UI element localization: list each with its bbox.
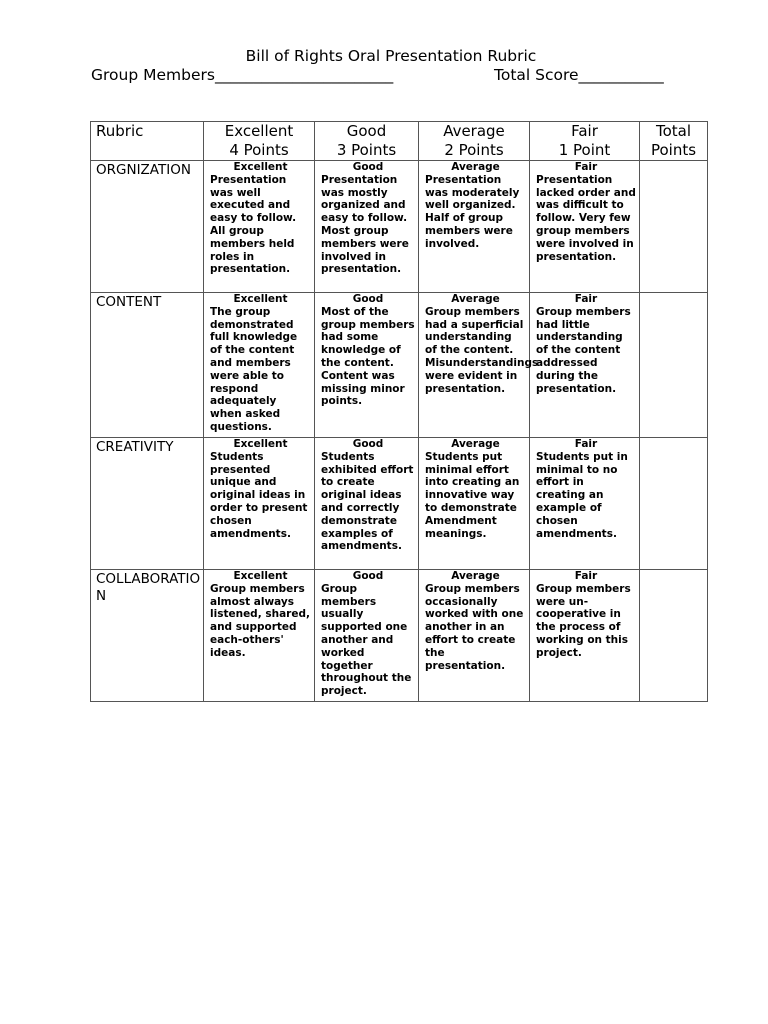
table-row-collaboration xyxy=(91,570,708,702)
criterion-label: CONTENT xyxy=(91,293,204,438)
rubric-cell: Fair Group members had little understanding of the content addressed during the presentation. xyxy=(530,293,640,438)
rubric-cell: Average Group members occasionally worked with one another in an effort to create the presentation. xyxy=(419,570,530,702)
table-header-row xyxy=(91,122,708,161)
total-points-cell[interactable] xyxy=(640,161,708,293)
total-score-label: Total Score___________ xyxy=(494,66,664,84)
total-points-cell[interactable] xyxy=(640,293,708,438)
rubric-cell: Excellent The group demonstrated full knowledge of the content and members were able to respond adequately when asked questions. xyxy=(204,293,315,438)
column-header-fair: Fair 1 Point xyxy=(530,122,640,161)
rubric-cell: Good Most of the group members had some knowledge of the content. Content was missing minor points. xyxy=(315,293,419,438)
rubric-cell: Excellent Presentation was well executed and easy to follow. All group members held roles in presentation. xyxy=(204,161,315,293)
document-title: Bill of Rights Oral Presentation Rubric xyxy=(245,47,537,65)
criterion-label: ORGNIZATION xyxy=(91,161,204,293)
rubric-cell: Good Presentation was mostly organized and easy to follow. Most group members were involved in presentation. xyxy=(315,161,419,293)
rubric-cell: Average Presentation was moderately well organized. Half of group members were involved. xyxy=(419,161,530,293)
table-row-content xyxy=(91,293,708,438)
rubric-cell: Fair Group members were un-cooperative in the process of working on this project. xyxy=(530,570,640,702)
criterion-label: COLLABORATION xyxy=(91,570,204,702)
rubric-cell: Good Group members usually supported one another and worked together throughout the project. xyxy=(315,570,419,702)
column-header-rubric: Rubric xyxy=(91,122,204,161)
subheader-line xyxy=(91,65,691,85)
rubric-cell: Average Students put minimal effort into creating an innovative way to demonstrate Amendment meanings. xyxy=(419,438,530,570)
rubric-cell: Average Group members had a superficial understanding of the content. Misunderstandings were evident in presentation. xyxy=(419,293,530,438)
group-members-label: Group Members_______________________ xyxy=(91,66,394,84)
column-header-total: Total Points xyxy=(640,122,708,161)
rubric-cell: Good Students exhibited effort to create original ideas and correctly demonstrate examples of amendments. xyxy=(315,438,419,570)
table-row-organization xyxy=(91,161,708,293)
rubric-cell: Excellent Group members almost always listened, shared, and supported each-others' ideas. xyxy=(204,570,315,702)
table-row-creativity xyxy=(91,438,708,570)
rubric-cell: Fair Presentation lacked order and was difficult to follow. Very few group members were involved in presentation. xyxy=(530,161,640,293)
rubric-cell: Excellent Students presented unique and original ideas in order to present chosen amendments. xyxy=(204,438,315,570)
column-header-excellent: Excellent 4 Points xyxy=(204,122,315,161)
rubric-cell: Fair Students put in minimal to no effort in creating an example of chosen amendments. xyxy=(530,438,640,570)
total-points-cell[interactable] xyxy=(640,438,708,570)
total-points-cell[interactable] xyxy=(640,570,708,702)
criterion-label: CREATIVITY xyxy=(91,438,204,570)
column-header-average: Average 2 Points xyxy=(419,122,530,161)
rubric-table xyxy=(90,121,708,702)
column-header-good: Good 3 Points xyxy=(315,122,419,161)
